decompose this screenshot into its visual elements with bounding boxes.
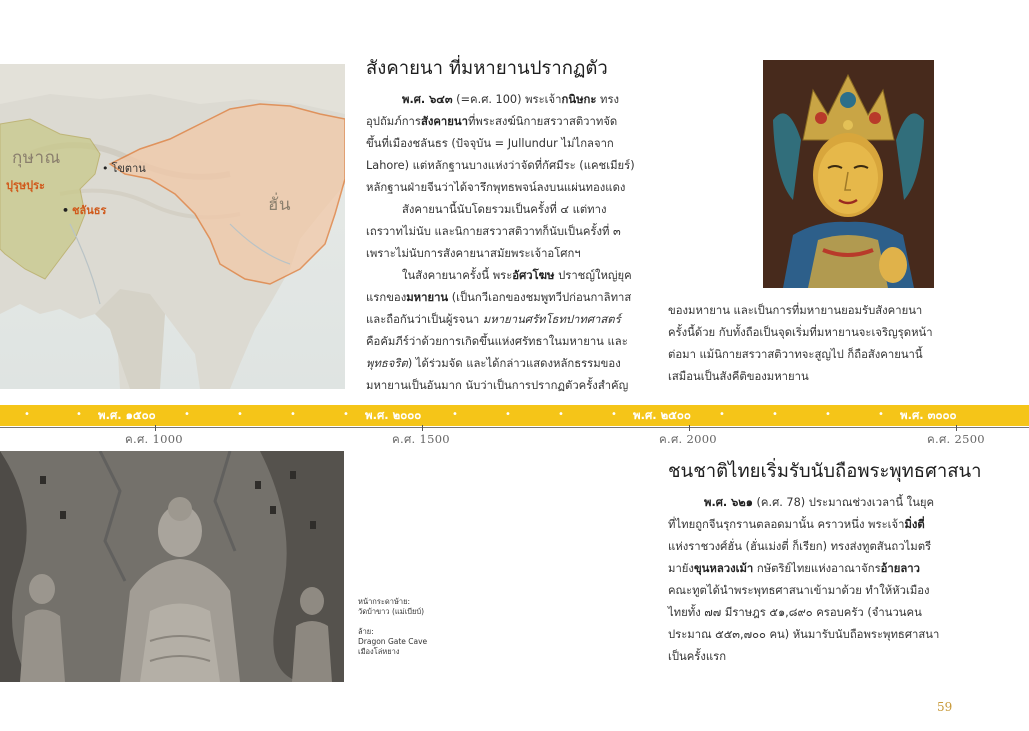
timeline-dot: • bbox=[719, 409, 725, 420]
top-article-paragraph-1 bbox=[366, 89, 656, 199]
text-span: ) ได้ร่วมจัด และได้กล่าวแสดงหลักธรรมของ bbox=[407, 357, 621, 370]
text-span: ที่ไทยถูกจีนรุกรานตลอดมานั้น คราวหนึ่ง พระเจ้า bbox=[668, 518, 905, 531]
timeline-dot: • bbox=[24, 409, 30, 420]
text-line: ขึ้นที่เมืองชลันธร (ปัจจุบัน = Jullundur ไม่ไกลจาก bbox=[366, 137, 614, 150]
timeline-label-ad-2500: ค.ศ. 2500 bbox=[927, 432, 985, 446]
text-line: ต่อมา แม้นิกายสรวาสติวาทจะสูญไป ก็ถือสังคายนานี้ bbox=[668, 348, 923, 361]
timeline-dot: • bbox=[237, 409, 243, 420]
caption-line: หน้ากระดาษ้าย: bbox=[358, 597, 411, 606]
bottom-article bbox=[668, 461, 982, 668]
name-highlight: อัศวโฆษ bbox=[512, 269, 555, 282]
timeline-dot: • bbox=[825, 409, 831, 420]
text-span: มายัง bbox=[668, 562, 694, 575]
text-line: Lahore) แต่หลักฐานบางแห่งว่าจัดที่กัศมีระ (แคชเมียร์) bbox=[366, 159, 635, 172]
timeline-dot: • bbox=[343, 409, 349, 420]
bottom-article-title: ชนชาติไทยเริ่มรับนับถือพระพุทธศาสนา bbox=[668, 461, 982, 482]
map-label-peshawar: ปุรุษปุระ bbox=[6, 179, 45, 192]
text-line: เพราะไม่นับการสังคายนาสมัยพระเจ้าอโศกฯ bbox=[366, 247, 581, 260]
caption-line: ล้าย: bbox=[358, 627, 374, 636]
title-italic: พุทธจริต bbox=[366, 357, 408, 370]
timeline-dot: • bbox=[878, 409, 884, 420]
photo-caption bbox=[358, 597, 468, 657]
text-line: ของมหายาน และเป็นการที่มหายานยอมรับสังคายนา bbox=[668, 304, 923, 317]
text-span: อุปถัมภ์การ bbox=[366, 115, 421, 128]
text-span: (ค.ศ. 78) ประมาณช่วงเวลานี้ ในยุค bbox=[752, 496, 935, 509]
timeline-dot: • bbox=[290, 409, 296, 420]
term-highlight: อ้ายลาว bbox=[880, 562, 920, 575]
text-span: กษัตริย์ไทยแห่งอาณาจักร bbox=[753, 562, 881, 575]
year-highlight: พ.ศ. ๖๔๓ bbox=[402, 93, 453, 106]
year-highlight: พ.ศ. ๖๒๑ bbox=[704, 496, 753, 509]
timeline-label-be-2500: พ.ศ. ๒๕๐๐ bbox=[633, 408, 691, 422]
map-label-jalandhar: • ชลันธร bbox=[62, 205, 106, 216]
text-line: มหายานเป็นอันมาก นับว่าเป็นการปรากฏตัวครั้งสำคัญ bbox=[366, 379, 629, 392]
caption-line: Dragon Gate Cave bbox=[358, 637, 428, 646]
term-highlight: สังคายนา bbox=[420, 115, 468, 128]
timeline-label-ad-1500: ค.ศ. 1500 bbox=[392, 432, 450, 446]
text-span: ในสังคายนาครั้งนี้ พระ bbox=[402, 269, 513, 282]
bottom-article-paragraph bbox=[668, 492, 958, 668]
title-italic: มหายานศรัทโธทปาทศาสตร์ bbox=[482, 313, 621, 326]
text-line: ไทยทั้ง ๗๗ มีราษฎร ๕๑,๘๙๐ ครอบครัว (จำนวนคน bbox=[668, 606, 922, 619]
caption-line: วัดบ้าขาว (แม่เบียบ์) bbox=[358, 607, 425, 616]
dragon-gate-cave-photo bbox=[0, 451, 344, 682]
timeline-dot: • bbox=[558, 409, 564, 420]
map-graphic bbox=[0, 64, 345, 389]
timeline-label-be-2000: พ.ศ. ๒๐๐๐ bbox=[365, 408, 422, 422]
text-line: ครั้งนี้ด้วย กับทั้งถือเป็นจุดเริ่มที่มหายานจะเจริญรุดหน้า bbox=[668, 326, 933, 339]
text-span: และถือกันว่าเป็นผู้รจนา bbox=[366, 313, 483, 326]
historical-map bbox=[0, 64, 345, 389]
timeline-label-be-1500: พ.ศ. ๑๕๐๐ bbox=[98, 408, 156, 422]
map-label-han: ฮั่น bbox=[268, 195, 291, 215]
text-span: (=ค.ศ. 100) พระเจ้า bbox=[452, 93, 562, 106]
text-line: หลักฐานฝ่ายจีนว่าได้จารึกพุทธพจน์ลงบนแผ่นทองแดง bbox=[366, 181, 626, 194]
name-highlight: ขุนหลวงเม้า bbox=[693, 562, 754, 575]
text-line: เถรวาทไม่นับ และนิกายสรวาสติวาทก็นับเป็นครั้งที่ ๓ bbox=[366, 225, 621, 238]
timeline-label-be-3000: พ.ศ. ๓๐๐๐ bbox=[900, 408, 957, 422]
name-highlight: กนิษกะ bbox=[561, 93, 597, 106]
top-article-paragraph-2 bbox=[366, 199, 656, 265]
text-span: ที่พระสงฆ์นิกายสรวาสติวาทจัด bbox=[467, 115, 618, 128]
term-highlight: มหายาน bbox=[406, 291, 449, 304]
text-line: คือคัมภีร์ว่าด้วยการเกิดขึ้นแห่งศรัทธาในมหายาน และ bbox=[366, 335, 628, 348]
text-span: แรกของ bbox=[366, 291, 407, 304]
map-label-kushan: กุษาณ bbox=[12, 148, 61, 168]
maitreya-buddha-photo bbox=[763, 60, 934, 288]
name-highlight: มิ่งตี่ bbox=[904, 518, 925, 531]
text-line: เสมือนเป็นสังคีติของมหายาน bbox=[668, 370, 809, 383]
top-article-column-2 bbox=[668, 300, 958, 388]
timeline-dot: • bbox=[184, 409, 190, 420]
text-line: ประมาณ ๕๕๓,๗๐๐ คน) หันมารับนับถือพระพุทธศาสนา bbox=[668, 628, 940, 641]
text-line: แห่งราชวงศ์ฮั่น (ฮั่นเม่งตี่ ก็เรียก) ทรงส่งทูตสันถวไมตรี bbox=[668, 540, 932, 553]
top-article-title: สังคายนา ที่มหายานปรากฏตัว bbox=[366, 58, 608, 79]
text-span: (เป็นกวีเอกของชมพูทวีปก่อนกาลิทาส bbox=[448, 291, 632, 304]
buddha-illustration bbox=[763, 60, 934, 288]
text-span: สังคายนานี้นับโดยรวมเป็นครั้งที่ ๔ แต่ทาง bbox=[402, 203, 607, 216]
top-article-paragraph-3 bbox=[366, 265, 656, 397]
timeline-label-ad-1000: ค.ศ. 1000 bbox=[125, 432, 183, 446]
page-number: 59 bbox=[937, 700, 953, 714]
text-line: เป็นครั้งแรก bbox=[668, 650, 727, 663]
timeline-dot: • bbox=[772, 409, 778, 420]
map-label-khotan: • โขตาน bbox=[102, 163, 146, 174]
caption-line: เมืองโล่หยาง bbox=[358, 647, 400, 656]
cave-illustration bbox=[0, 451, 344, 682]
timeline-dot: • bbox=[611, 409, 617, 420]
timeline-dot: • bbox=[452, 409, 458, 420]
timeline-dot: • bbox=[76, 409, 82, 420]
timeline-dot: • bbox=[505, 409, 511, 420]
text-span: ทรง bbox=[596, 93, 620, 106]
text-line: คณะทูตได้นำพระพุทธศาสนาเข้ามาด้วย ทำให้หัวเมือง bbox=[668, 584, 930, 597]
text-span: ปราชญ์ใหญ่ยุค bbox=[554, 269, 632, 282]
timeline-label-ad-2000: ค.ศ. 2000 bbox=[659, 432, 717, 446]
top-article bbox=[366, 58, 656, 397]
